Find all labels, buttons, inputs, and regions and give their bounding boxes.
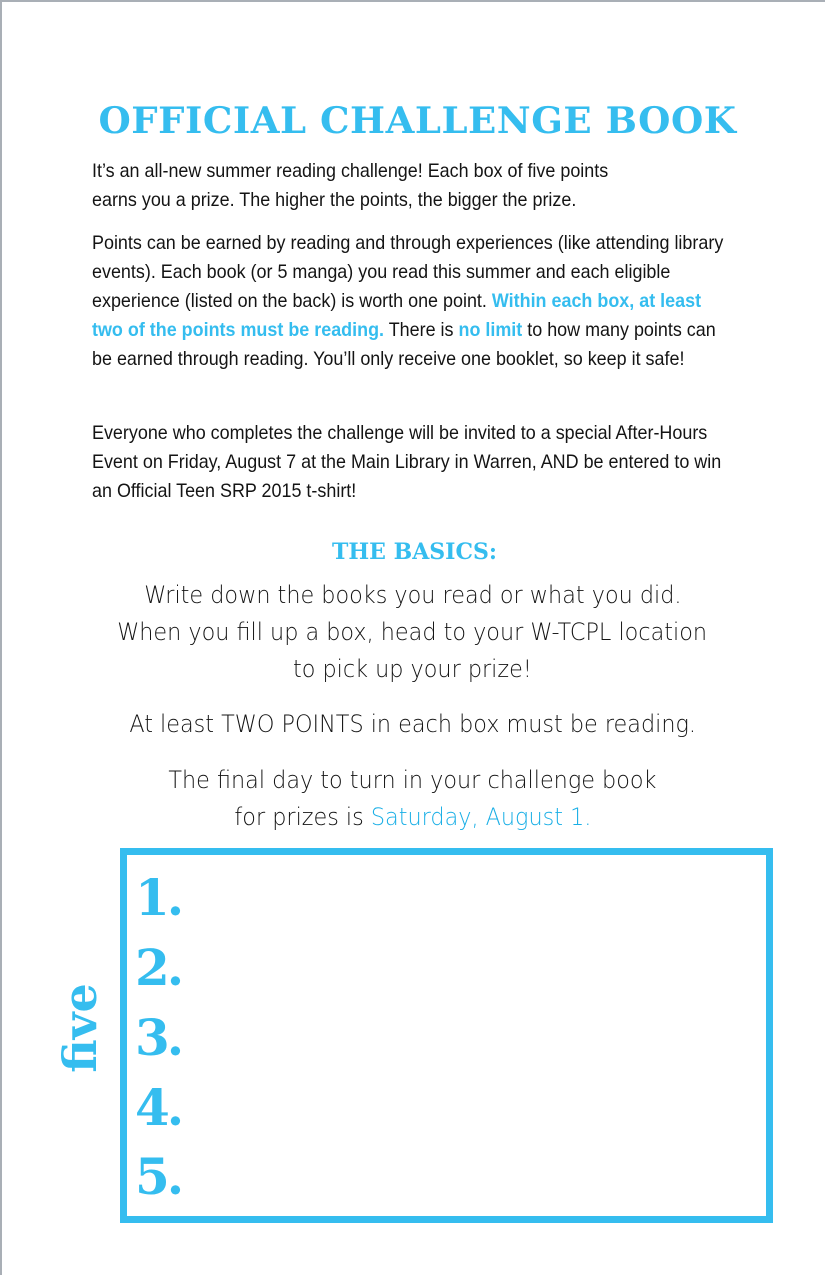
- intro-p2-text-a: Points can be earned by reading and through experiences (like attending library events). Each book (or 5 manga) you read this summer and each eligible experience (listed on the back) is worth one point.: [92, 232, 724, 312]
- intro-p2-highlight-two-points: Within each box, at least two of the points must be reading.: [92, 290, 702, 341]
- basics-instructions: [0, 577, 825, 688]
- points-box: [120, 848, 773, 1223]
- basics-rule-text: At least TWO POINTS in each box must be reading.: [129, 710, 696, 738]
- basics-instruction-line-3: to pick up your prize!: [293, 655, 532, 683]
- page-title: OFFICIAL CHALLENGE BOOK: [98, 100, 737, 142]
- intro-p3-text: Everyone who completes the challenge will be invited to a special After-Hours Event on Friday, August 7 at the Main Library in Warren, AND be entered to win an Official Teen SRP 2015 t-shirt!: [92, 422, 722, 502]
- intro-p2-text-c: to how many points can be earned through reading. You’ll only receive one booklet, so keep it safe!: [92, 319, 716, 370]
- basics-deadline: [0, 762, 825, 836]
- intro-p1-line-2: earns you a prize. The higher the points, the bigger the prize.: [92, 189, 577, 211]
- entry-number-4: 4.: [135, 1078, 182, 1137]
- intro-p2-text-b: There is: [384, 319, 459, 341]
- intro-p1-line-1: It’s an all-new summer reading challenge! Each box of five points: [92, 160, 609, 182]
- intro-paragraph-3: [92, 419, 741, 506]
- entry-number-1: 1.: [135, 868, 182, 927]
- points-box-label: five: [53, 983, 107, 1073]
- deadline-suffix: .: [583, 803, 591, 831]
- deadline-line-1: The final day to turn in your challenge book: [168, 766, 657, 794]
- deadline-prefix: for prizes is: [234, 803, 371, 831]
- basics-rule: [0, 706, 825, 743]
- basics-instruction-line-1: Write down the books you read or what you did.: [143, 581, 682, 609]
- deadline-line-2: [234, 799, 591, 836]
- basics-heading: THE BASICS:: [332, 539, 497, 565]
- intro-paragraph-2: [92, 229, 727, 374]
- entry-number-2: 2.: [135, 938, 182, 997]
- deadline-date: Saturday, August 1: [370, 803, 584, 831]
- intro-paragraph-1: [92, 157, 736, 215]
- basics-instruction-line-2: When you fill up a box, head to your W-TCPL location: [117, 618, 708, 646]
- intro-p2-highlight-no-limit: no limit: [458, 319, 523, 341]
- entry-number-5: 5.: [135, 1147, 182, 1206]
- entry-number-3: 3.: [135, 1008, 182, 1067]
